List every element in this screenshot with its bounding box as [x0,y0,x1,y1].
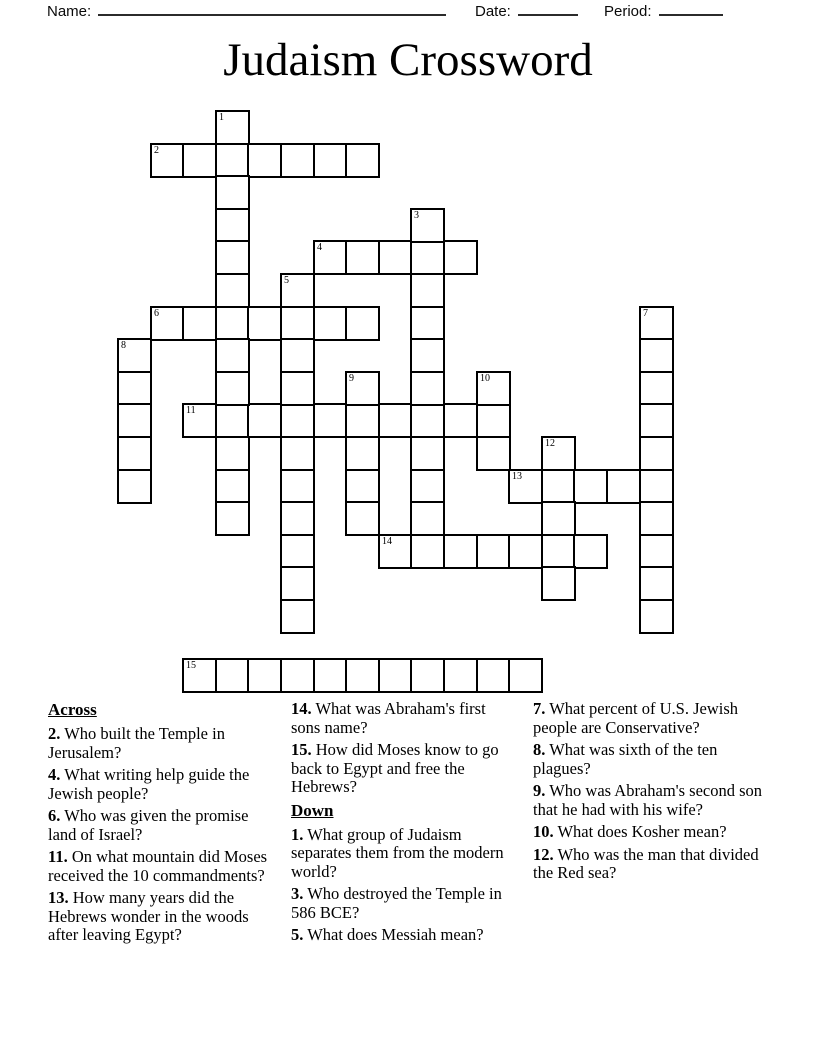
page-title: Judaism Crossword [223,34,593,86]
crossword-cell[interactable] [215,469,250,504]
crossword-cell[interactable] [117,436,152,471]
cell-number-14: 14 [382,536,392,547]
clue-number: 3. [291,884,304,903]
crossword-cell[interactable] [182,143,217,178]
crossword-cell[interactable] [508,658,543,693]
crossword-cell[interactable] [280,566,315,601]
clue-3: 3. Who destroyed the Temple in 586 BCE? [291,884,502,922]
date-label: Date: [475,3,511,20]
cell-number-9: 9 [349,373,354,384]
clue-number: 5. [291,925,304,944]
clue-number: 12. [533,844,554,864]
crossword-cell[interactable] [476,436,511,471]
clue-11: 11. On what mountain did Moses received the 10 commandments? [48,847,268,885]
crossword-cell-12[interactable] [541,436,576,471]
crossword-cell[interactable] [476,534,511,569]
clue-column-down [533,700,771,887]
clue-number: 10. [533,822,554,841]
period-blank-line[interactable] [659,1,723,16]
cell-number-10: 10 [480,373,490,384]
crossword-cell[interactable] [410,469,445,504]
clue-column-middle [291,700,518,949]
clue-number: 9. [533,781,546,800]
crossword-cell[interactable] [215,338,250,373]
crossword-cell[interactable] [639,534,674,569]
crossword-cell[interactable] [280,371,315,406]
crossword-cell[interactable] [541,469,576,504]
clue-number: 14. [291,699,312,718]
clue-header-down: Down [291,800,334,820]
crossword-cell-3[interactable] [410,208,445,243]
crossword-cell[interactable] [573,534,608,569]
crossword-cell-1[interactable] [215,110,250,145]
crossword-cell[interactable] [117,469,152,504]
crossword-cell[interactable] [508,534,543,569]
crossword-cell[interactable] [410,534,445,569]
crossword-cell[interactable] [639,599,674,634]
crossword-cell[interactable] [476,658,511,693]
cell-number-2: 2 [154,145,159,156]
clue-13: 13. How many years did the Hebrews wonder in the woods after leaving Egypt? [48,888,249,944]
clue-number: 6. [48,806,61,825]
crossword-cell[interactable] [378,658,413,693]
crossword-cell-11[interactable] [182,403,217,438]
crossword-cell-8[interactable] [117,338,152,373]
crossword-cell-14[interactable] [378,534,413,569]
crossword-cell-15[interactable] [182,658,217,693]
crossword-cell[interactable] [410,403,445,438]
clue-number: 7. [533,699,546,718]
crossword-cell[interactable] [280,658,315,693]
period-label: Period: [604,3,652,20]
header-name-field [47,1,446,21]
crossword-cell-5[interactable] [280,273,315,308]
clue-14: 14. What was Abraham's first sons name? [291,699,486,737]
crossword-cell[interactable] [573,469,608,504]
date-blank-line[interactable] [518,1,578,16]
crossword-cell[interactable] [247,143,282,178]
crossword-cell[interactable] [313,143,348,178]
crossword-cell[interactable] [345,306,380,341]
crossword-cell[interactable] [313,306,348,341]
crossword-cell[interactable] [541,501,576,536]
crossword-cell-4[interactable] [313,240,348,275]
clue-number: 13. [48,888,69,907]
crossword-cell-2[interactable] [150,143,185,178]
crossword-cell[interactable] [639,436,674,471]
clue-1: 1. What group of Judaism separates them from the modern world? [291,824,504,881]
crossword-cell-13[interactable] [508,469,543,504]
crossword-cell[interactable] [215,143,250,178]
cell-number-11: 11 [186,405,196,416]
crossword-cell[interactable] [378,403,413,438]
crossword-cell[interactable] [410,306,445,341]
crossword-cell[interactable] [345,240,380,275]
crossword-cell[interactable] [215,240,250,275]
name-label: Name: [47,3,92,20]
crossword-cell[interactable] [345,501,380,536]
crossword-cell[interactable] [443,403,478,438]
crossword-cell[interactable] [247,403,282,438]
clue-6: 6. Who was given the promise land of Israel? [48,806,249,844]
crossword-cell[interactable] [410,658,445,693]
crossword-cell[interactable] [345,436,380,471]
clue-7: 7. What percent of U.S. Jewish people are Conservative? [533,699,738,737]
crossword-cell[interactable] [280,501,315,536]
crossword-cell[interactable] [410,273,445,308]
crossword-cell[interactable] [378,240,413,275]
crossword-cell[interactable] [410,371,445,406]
crossword-cell[interactable] [215,273,250,308]
header-period-field [604,1,723,21]
clue-header-across: Across [48,700,97,719]
crossword-cell[interactable] [247,306,282,341]
clue-8: 8. What was sixth of the ten plagues? [533,740,718,778]
crossword-cell[interactable] [639,469,674,504]
cell-number-5: 5 [284,275,289,286]
clue-4: 4. What writing help guide the Jewish people? [48,765,250,803]
crossword-cell[interactable] [215,371,250,406]
clue-12: 12. Who was the man that divided the Red sea? [533,844,759,882]
crossword-cell-9[interactable] [345,371,380,406]
crossword-cell[interactable] [280,306,315,341]
crossword-cell[interactable] [280,469,315,504]
clue-10: 10. What does Kosher mean? [533,822,727,841]
crossword-cell[interactable] [639,403,674,438]
crossword-cell[interactable] [410,436,445,471]
crossword-cell[interactable] [443,534,478,569]
clue-number: 15. [291,740,312,759]
crossword-cell[interactable] [410,501,445,536]
clue-number: 4. [48,765,61,784]
crossword-cell[interactable] [639,566,674,601]
crossword-cell[interactable] [280,534,315,569]
clue-column-across [48,700,274,949]
cell-number-6: 6 [154,308,159,319]
cell-number-12: 12 [545,438,555,449]
cell-number-4: 4 [317,242,322,253]
clue-9: 9. Who was Abraham's second son that he had with his wife? [533,781,763,819]
clue-5: 5. What does Messiah mean? [291,925,484,944]
crossword-cell[interactable] [639,501,674,536]
crossword-cell[interactable] [345,403,380,438]
crossword-cell[interactable] [410,240,445,275]
cell-number-7: 7 [643,308,648,319]
crossword-cell[interactable] [410,338,445,373]
crossword-cell[interactable] [345,469,380,504]
clue-2: 2. Who built the Temple in Jerusalem? [48,724,225,762]
crossword-cell[interactable] [443,240,478,275]
crossword-cell[interactable] [215,436,250,471]
cell-number-13: 13 [512,471,522,482]
crossword-cell[interactable] [215,658,250,693]
crossword-cell[interactable] [541,534,576,569]
clue-number: 1. [291,824,304,844]
crossword-cell[interactable] [280,599,315,634]
clue-number: 8. [533,740,546,759]
crossword-cell[interactable] [313,403,348,438]
crossword-cell[interactable] [345,143,380,178]
crossword-grid [117,110,717,730]
crossword-cell[interactable] [280,143,315,178]
crossword-cell[interactable] [215,208,250,243]
crossword-cell[interactable] [117,403,152,438]
crossword-cell[interactable] [215,306,250,341]
clue-15: 15. How did Moses know to go back to Egypt and free the Hebrews? [291,740,499,796]
crossword-cell[interactable] [639,338,674,373]
clue-number: 2. [48,724,61,743]
cell-number-8: 8 [121,340,126,351]
crossword-cell-7[interactable] [639,306,674,341]
crossword-cell[interactable] [443,658,478,693]
header-date-field [475,1,578,21]
crossword-cell[interactable] [476,403,511,438]
crossword-cell[interactable] [215,403,250,438]
cell-number-15: 15 [186,660,196,671]
crossword-cell[interactable] [215,501,250,536]
crossword-cell[interactable] [606,469,641,504]
crossword-cell[interactable] [313,658,348,693]
crossword-cell[interactable] [182,306,217,341]
crossword-cell[interactable] [345,658,380,693]
crossword-cell[interactable] [247,658,282,693]
cell-number-1: 1 [219,112,224,123]
crossword-cell-6[interactable] [150,306,185,341]
crossword-cell[interactable] [280,338,315,373]
crossword-cell[interactable] [541,566,576,601]
crossword-cell[interactable] [215,175,250,210]
crossword-cell[interactable] [280,403,315,438]
name-blank-line[interactable] [98,1,446,16]
crossword-cell-10[interactable] [476,371,511,406]
clue-number: 11. [48,847,68,866]
cell-number-3: 3 [414,210,419,221]
crossword-cell[interactable] [117,371,152,406]
crossword-cell[interactable] [280,436,315,471]
crossword-cell[interactable] [639,371,674,406]
